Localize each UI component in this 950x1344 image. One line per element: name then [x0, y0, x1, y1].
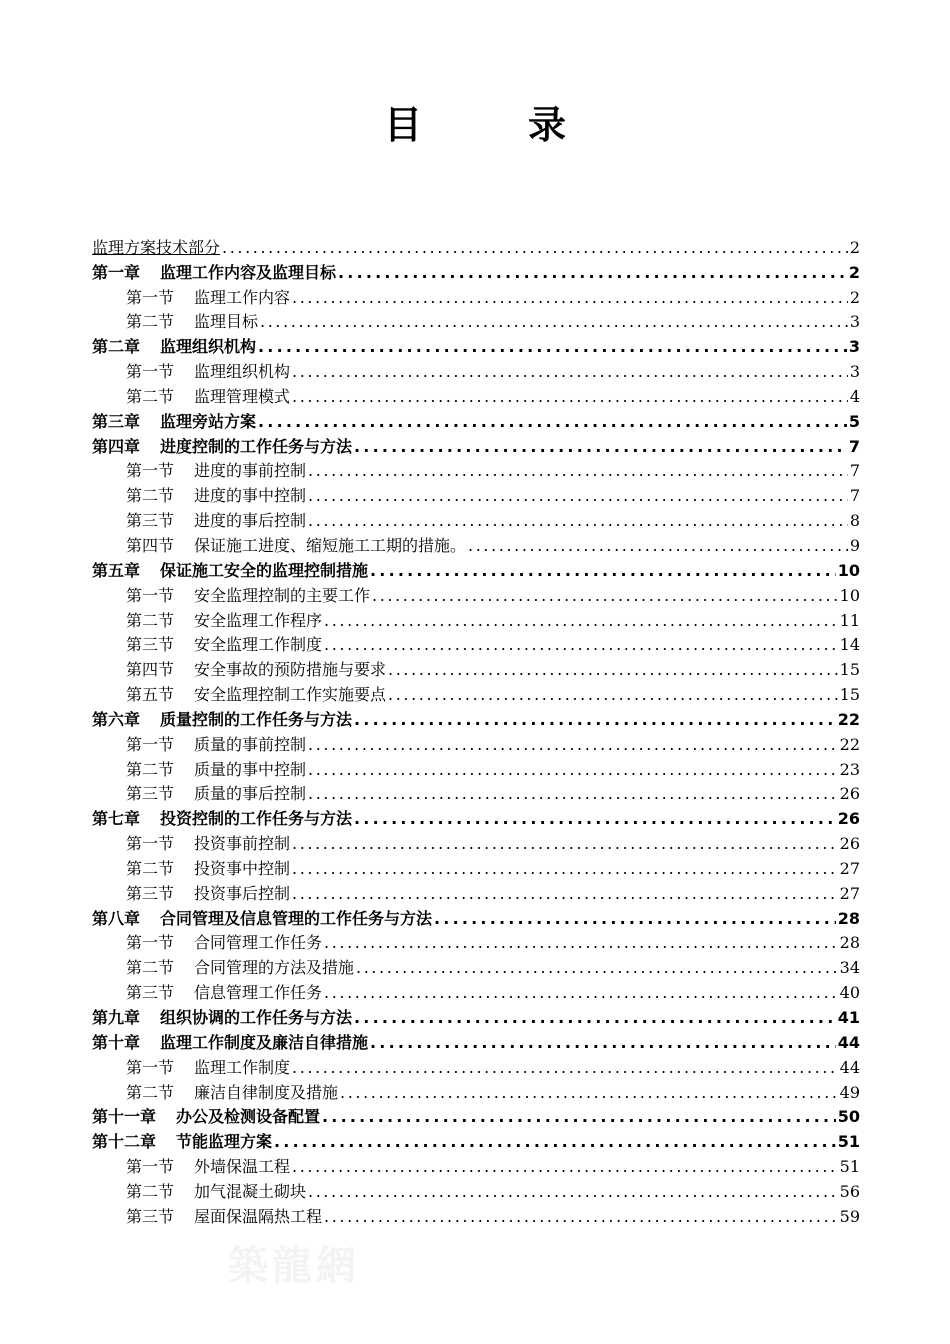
toc-entry-section[interactable] [92, 930, 860, 955]
toc-entry-title: 监理组织机构 [194, 362, 291, 382]
toc-entry-label [92, 684, 386, 706]
table-of-contents [92, 234, 860, 1228]
toc-entry-label [92, 734, 306, 756]
dot-leader [274, 1131, 836, 1153]
toc-entry-page-number: 50 [837, 1107, 860, 1127]
toc-entry-number: 第四节 [126, 660, 175, 680]
toc-entry-title: 廉洁自律制度及措施 [194, 1082, 339, 1102]
toc-entry-title: 质量的事中控制 [194, 759, 307, 779]
toc-entry-title: 监理组织机构 [160, 337, 257, 357]
toc-entry-label [92, 1206, 322, 1228]
toc-entry-title: 监理工作制度 [194, 1057, 291, 1077]
dot-leader [258, 336, 847, 358]
toc-entry-label [92, 585, 370, 607]
toc-entry-page-number: 15 [839, 685, 860, 705]
toc-entry-number: 第一节 [126, 585, 175, 605]
toc-entry-page-number: 51 [839, 1157, 860, 1177]
toc-entry-page-number: 44 [837, 1032, 860, 1052]
toc-entry-label [92, 361, 290, 383]
toc-entry-section[interactable] [92, 756, 860, 781]
toc-entry-page-number: 26 [839, 784, 860, 804]
toc-entry-title: 监理方案技术部分 [92, 237, 221, 257]
toc-entry-chapter[interactable] [92, 1128, 860, 1153]
toc-entry-number: 第四章 [92, 436, 141, 456]
toc-entry-page-number: 27 [839, 883, 860, 903]
toc-entry-page-number: 56 [839, 1181, 860, 1201]
toc-entry-chapter[interactable] [92, 1004, 860, 1029]
toc-entry-chapter[interactable] [92, 557, 860, 582]
toc-entry-page-number: 28 [837, 908, 860, 928]
dot-leader [370, 560, 836, 582]
toc-entry-label [92, 1082, 338, 1104]
toc-entry-label [92, 1032, 368, 1054]
toc-entry-number: 第五节 [126, 685, 175, 705]
toc-entry-page-number: 59 [839, 1206, 860, 1226]
toc-entry-label [92, 262, 336, 284]
toc-entry-section[interactable] [92, 284, 860, 309]
toc-entry-part[interactable] [92, 234, 860, 259]
toc-entry-number: 第三节 [126, 635, 175, 655]
toc-entry-chapter[interactable] [92, 706, 860, 731]
toc-entry-page-number: 5 [848, 411, 860, 431]
toc-entry-page-number: 7 [849, 461, 860, 481]
toc-entry-label [92, 1181, 306, 1203]
dot-leader [388, 684, 838, 706]
toc-entry-number: 第二节 [126, 1181, 175, 1201]
toc-entry-title: 保证施工进度、缩短施工工期的措施。 [194, 535, 467, 555]
dot-leader [322, 1106, 836, 1128]
toc-entry-title: 进度的事前控制 [194, 461, 307, 481]
toc-entry-page-number: 22 [839, 734, 860, 754]
toc-entry-section[interactable] [92, 880, 860, 905]
toc-entry-section[interactable] [92, 1153, 860, 1178]
toc-entry-number: 第三节 [126, 983, 175, 1003]
toc-entry-page-number: 22 [837, 709, 860, 729]
toc-entry-number: 第十章 [92, 1032, 141, 1052]
dot-leader [308, 759, 838, 781]
dot-leader [324, 932, 838, 954]
toc-entry-number: 第三章 [92, 411, 141, 431]
toc-entry-title: 投资事后控制 [194, 883, 291, 903]
toc-entry-number: 第三节 [126, 511, 175, 531]
toc-entry-title: 监理工作制度及廉洁自律措施 [160, 1032, 369, 1052]
toc-entry-title: 屋面保温隔热工程 [194, 1206, 323, 1226]
toc-entry-section[interactable] [92, 656, 860, 681]
toc-entry-title: 办公及检测设备配置 [176, 1107, 321, 1127]
toc-entry-page-number: 28 [839, 933, 860, 953]
toc-entry-label [92, 610, 322, 632]
toc-entry-number: 第二节 [126, 1082, 175, 1102]
toc-entry-chapter[interactable] [92, 433, 860, 458]
toc-entry-page-number: 2 [849, 287, 860, 307]
dot-leader [388, 659, 838, 681]
toc-entry-section[interactable] [92, 781, 860, 806]
toc-entry-number: 第七章 [92, 809, 141, 829]
toc-entry-section[interactable] [92, 532, 860, 557]
toc-entry-page-number: 23 [839, 759, 860, 779]
dot-leader [338, 262, 847, 284]
dot-leader [292, 361, 848, 383]
toc-entry-number: 第四节 [126, 535, 175, 555]
toc-entry-page-number: 2 [848, 262, 860, 282]
toc-entry-page-number: 9 [849, 535, 860, 555]
dot-leader [370, 1032, 836, 1054]
toc-entry-label [92, 485, 306, 507]
toc-entry-title: 投资事中控制 [194, 858, 291, 878]
toc-entry-chapter[interactable] [92, 1104, 860, 1129]
toc-entry-page-number: 10 [837, 560, 860, 580]
toc-entry-section[interactable] [92, 309, 860, 334]
toc-entry-title: 安全事故的预防措施与要求 [194, 660, 387, 680]
toc-entry-label [92, 659, 386, 681]
dot-leader [308, 460, 848, 482]
toc-entry-number: 第一节 [126, 461, 175, 481]
toc-entry-number: 第二节 [126, 312, 175, 332]
toc-entry-section[interactable] [92, 1178, 860, 1203]
toc-entry-title: 投资事前控制 [194, 834, 291, 854]
toc-entry-number: 第九章 [92, 1008, 141, 1027]
toc-entry-title: 质量的事前控制 [194, 734, 307, 754]
toc-entry-page-number: 40 [839, 983, 860, 1003]
dot-leader [340, 1082, 838, 1104]
toc-entry-label [92, 1131, 272, 1153]
dot-leader [222, 237, 848, 259]
watermark: 築龍網 [228, 1242, 360, 1289]
toc-entry-label [92, 560, 368, 582]
toc-entry-section[interactable] [92, 1203, 860, 1228]
dot-leader [260, 311, 848, 333]
toc-entry-label [92, 311, 258, 333]
toc-entry-title: 加气混凝土砌块 [194, 1181, 307, 1201]
toc-entry-label [92, 982, 322, 1004]
toc-entry-number: 第八章 [92, 908, 141, 928]
toc-entry-label [92, 957, 354, 979]
dot-leader [434, 908, 836, 930]
toc-entry-number: 第一节 [126, 1057, 175, 1077]
toc-entry-label [92, 634, 322, 656]
toc-entry-section[interactable] [92, 830, 860, 855]
toc-entry-title: 安全监理工作程序 [194, 610, 323, 630]
toc-entry-section[interactable] [92, 632, 860, 657]
toc-entry-chapter[interactable] [92, 1029, 860, 1054]
toc-entry-label [92, 883, 290, 905]
toc-entry-title: 监理目标 [194, 312, 259, 332]
toc-entry-chapter[interactable] [92, 408, 860, 433]
dot-leader [292, 386, 848, 408]
toc-entry-title: 组织协调的工作任务与方法 [160, 1008, 353, 1027]
toc-entry-page-number: 26 [839, 834, 860, 854]
toc-entry-section[interactable] [92, 731, 860, 756]
toc-entry-label [92, 1106, 320, 1128]
toc-entry-label [92, 908, 432, 930]
toc-entry-number: 第一节 [126, 362, 175, 382]
toc-entry-number: 第一节 [126, 287, 175, 307]
toc-entry-number: 第一章 [92, 262, 141, 282]
dot-leader [372, 585, 838, 607]
toc-entry-label [92, 833, 290, 855]
toc-entry-title: 质量的事后控制 [194, 784, 307, 804]
toc-entry-label [92, 783, 306, 805]
toc-entry-page-number: 8 [849, 511, 860, 531]
dot-leader [292, 833, 838, 855]
toc-entry-section[interactable] [92, 954, 860, 979]
toc-entry-chapter[interactable] [92, 905, 860, 930]
toc-entry-page-number: 51 [837, 1132, 860, 1152]
toc-entry-section[interactable] [92, 507, 860, 532]
toc-entry-page-number: 14 [839, 635, 860, 655]
toc-entry-section[interactable] [92, 1054, 860, 1079]
toc-entry-section[interactable] [92, 1079, 860, 1104]
toc-entry-title: 监理工作内容 [194, 287, 291, 307]
page-title: 目 录 [383, 103, 600, 147]
dot-leader [258, 411, 847, 433]
toc-entry-page-number: 3 [848, 337, 860, 357]
toc-entry-label [92, 1156, 290, 1178]
dot-leader [324, 982, 838, 1004]
toc-entry-chapter[interactable] [92, 259, 860, 284]
toc-entry-title: 合同管理的方法及措施 [194, 958, 355, 978]
toc-entry-page-number: 34 [839, 958, 860, 978]
dot-leader [292, 858, 838, 880]
toc-entry-title: 监理管理模式 [194, 386, 291, 406]
toc-entry-section[interactable] [92, 582, 860, 607]
toc-entry-chapter[interactable] [92, 333, 860, 358]
toc-entry-number: 第二节 [126, 958, 175, 978]
dot-leader [468, 535, 848, 557]
toc-entry-label [92, 287, 290, 309]
toc-entry-section[interactable] [92, 358, 860, 383]
dot-leader [324, 634, 838, 656]
toc-entry-title: 监理旁站方案 [160, 411, 257, 431]
toc-entry-number: 第三节 [126, 784, 175, 804]
toc-entry-number: 第二节 [126, 610, 175, 630]
toc-entry-number: 第三节 [126, 883, 175, 903]
toc-entry-label [92, 336, 256, 358]
toc-entry-title: 安全监理控制的主要工作 [194, 585, 371, 605]
dot-leader [308, 783, 838, 805]
toc-entry-title: 进度的事后控制 [194, 511, 307, 531]
toc-entry-title: 安全监理工作制度 [194, 635, 323, 655]
dot-leader [308, 485, 848, 507]
toc-entry-title: 进度的事中控制 [194, 486, 307, 506]
toc-entry-section[interactable] [92, 383, 860, 408]
toc-entry-title: 节能监理方案 [176, 1132, 273, 1152]
toc-entry-number: 第一节 [126, 933, 175, 953]
toc-entry-label [92, 510, 306, 532]
toc-entry-number: 第三节 [126, 1206, 175, 1226]
dot-leader [308, 510, 848, 532]
toc-entry-section[interactable] [92, 979, 860, 1004]
toc-entry-label [92, 535, 466, 557]
toc-entry-label [92, 709, 352, 731]
toc-entry-number: 第一节 [126, 734, 175, 754]
toc-entry-number: 第一节 [126, 834, 175, 854]
toc-entry-label [92, 436, 352, 458]
toc-entry-label [92, 759, 306, 781]
dot-leader [354, 709, 836, 731]
toc-entry-page-number: 27 [839, 858, 860, 878]
toc-entry-title: 进度控制的工作任务与方法 [160, 436, 353, 456]
toc-entry-number: 第二章 [92, 337, 141, 357]
toc-entry-page-number: 7 [848, 436, 860, 456]
toc-entry-number: 第五章 [92, 560, 141, 580]
toc-entry-page-number: 15 [839, 660, 860, 680]
toc-entry-page-number: 44 [839, 1057, 860, 1077]
toc-entry-section[interactable] [92, 681, 860, 706]
toc-entry-page-number: 3 [849, 362, 860, 382]
toc-entry-page-number: 10 [839, 585, 860, 605]
dot-leader [308, 734, 838, 756]
toc-entry-number: 第十二章 [92, 1132, 157, 1152]
toc-entry-page-number: 26 [837, 809, 860, 829]
toc-entry-number: 第六章 [92, 709, 141, 729]
dot-leader [354, 808, 836, 830]
toc-entry-title: 外墙保温工程 [194, 1157, 291, 1177]
toc-entry-number: 第十一章 [92, 1107, 157, 1127]
toc-entry-label [92, 460, 306, 482]
toc-entry-page-number: 7 [849, 486, 860, 506]
toc-entry-number: 第一节 [126, 1157, 175, 1177]
toc-entry-number: 第二节 [126, 486, 175, 506]
toc-entry-label [92, 411, 256, 433]
toc-entry-label [92, 237, 220, 259]
toc-entry-title: 合同管理及信息管理的工作任务与方法 [160, 908, 433, 928]
toc-entry-page-number: 49 [839, 1082, 860, 1102]
toc-entry-title: 监理工作内容及监理目标 [160, 262, 337, 282]
toc-entry-page-number: 41 [837, 1008, 860, 1027]
dot-leader [354, 1007, 836, 1029]
toc-entry-number: 第二节 [126, 386, 175, 406]
toc-entry-section[interactable] [92, 607, 860, 632]
toc-entry-page-number: 4 [849, 386, 860, 406]
toc-entry-title: 合同管理工作任务 [194, 933, 323, 953]
dot-leader [292, 883, 838, 905]
toc-entry-section[interactable] [92, 482, 860, 507]
toc-entry-page-number: 3 [849, 312, 860, 332]
toc-entry-page-number: 2 [849, 237, 860, 257]
dot-leader [324, 1206, 838, 1228]
toc-entry-label [92, 1057, 290, 1079]
dot-leader [354, 436, 847, 458]
toc-entry-label [92, 932, 322, 954]
toc-entry-section[interactable] [92, 855, 860, 880]
dot-leader [324, 610, 838, 632]
toc-entry-label [92, 1007, 352, 1029]
toc-entry-title: 保证施工安全的监理控制措施 [160, 560, 369, 580]
toc-entry-title: 安全监理控制工作实施要点 [194, 685, 387, 705]
toc-entry-page-number: 11 [839, 610, 860, 630]
toc-entry-label [92, 386, 290, 408]
dot-leader [292, 1057, 838, 1079]
toc-entry-title: 信息管理工作任务 [194, 983, 323, 1003]
dot-leader [292, 1156, 838, 1178]
dot-leader [308, 1181, 838, 1203]
toc-entry-label [92, 808, 352, 830]
dot-leader [292, 287, 848, 309]
toc-entry-number: 第二节 [126, 858, 175, 878]
toc-entry-label [92, 858, 290, 880]
toc-entry-number: 第二节 [126, 759, 175, 779]
toc-entry-chapter[interactable] [92, 805, 860, 830]
toc-entry-section[interactable] [92, 458, 860, 483]
toc-entry-title: 投资控制的工作任务与方法 [160, 809, 353, 829]
dot-leader [356, 957, 838, 979]
toc-entry-title: 质量控制的工作任务与方法 [160, 709, 353, 729]
